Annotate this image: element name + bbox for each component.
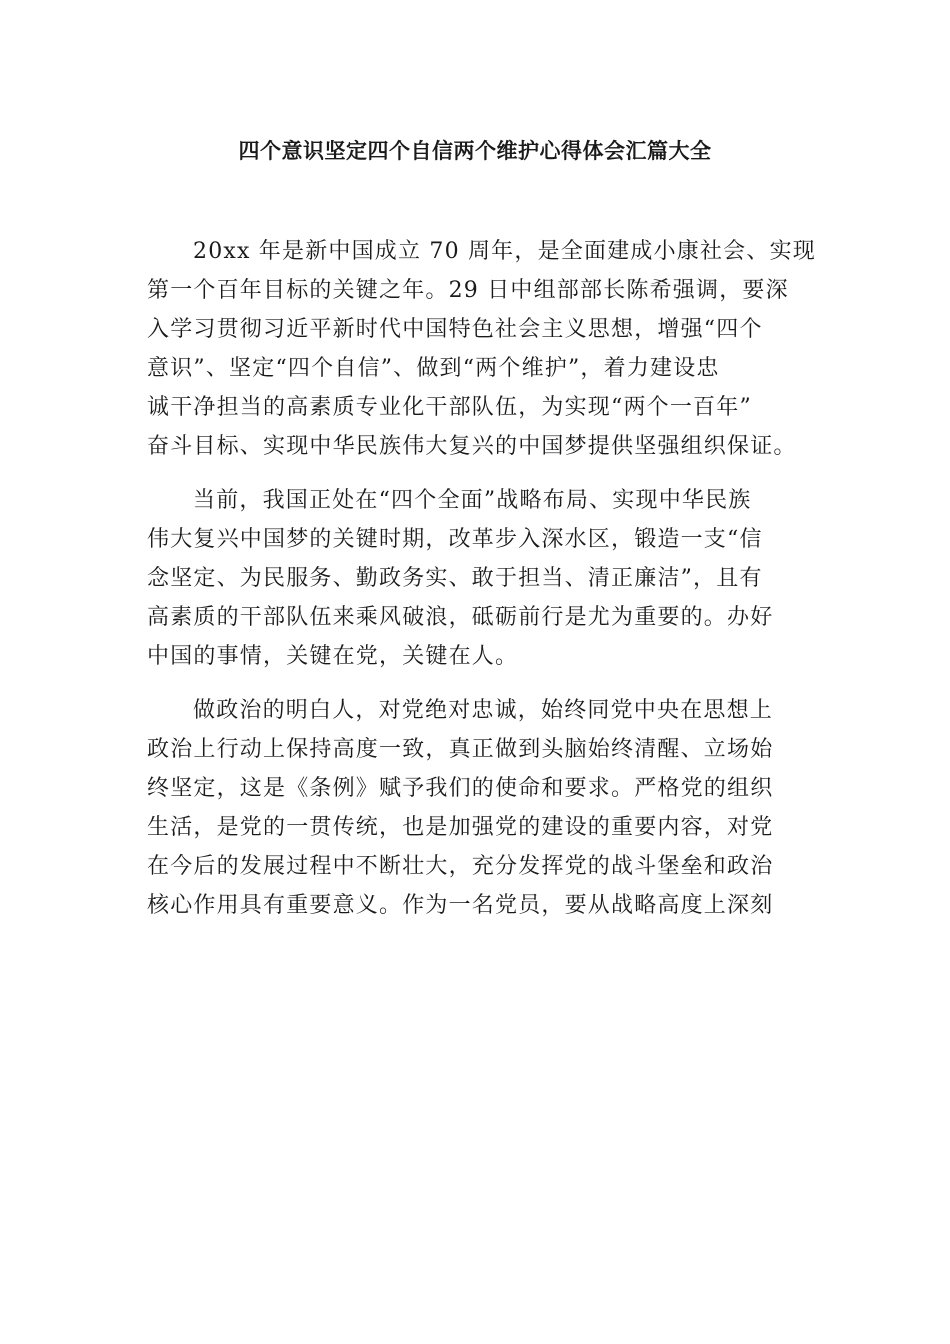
paragraph-line: 伟大复兴中国梦的关键时期，改革步入深水区，锻造一支“信 [147,527,763,552]
paragraph-line: 念坚定、为民服务、勤政务实、敢于担当、清正廉洁”，且有 [147,566,763,591]
paragraph-line: 奋斗目标、实现中华民族伟大复兴的中国梦提供坚强组织保证。 [147,434,797,459]
paragraph-line: 入学习贯彻习近平新时代中国特色社会主义思想，增强“四个 [147,317,763,342]
paragraph-line: 做政治的明白人，对党绝对忠诚，始终同党中央在思想上 [193,698,774,723]
paragraph-line: 意识”、坚定“四个自信”、做到“两个维护”，着力建设忠 [147,356,720,381]
paragraph-1 [147,232,816,466]
paragraph-line: 第一个百年目标的关键之年。29 日中组部部长陈希强调，要深 [147,278,789,303]
paragraph-line: 政治上行动上保持高度一致，真正做到头脑始终清醒、立场始 [147,737,774,762]
paragraph-line: 高素质的干部队伍来乘风破浪，砥砺前行是尤为重要的。办好 [147,605,774,630]
paragraph-line: 20xx 年是新中国成立 70 周年，是全面建成小康社会、实现 [193,239,816,264]
document-title: 四个意识坚定四个自信两个维护心得体会汇篇大全 [238,139,712,163]
paragraph-3 [147,691,797,925]
paragraph-line: 生活，是党的一贯传统，也是加强党的建设的重要内容，对党 [147,815,774,840]
paragraph-line: 核心作用具有重要意义。作为一名党员，要从战略高度上深刻 [147,893,774,918]
paragraph-line: 当前，我国正处在“四个全面”战略布局、实现中华民族 [193,488,752,513]
paragraph-2 [147,481,797,676]
paragraph-line: 中国的事情，关键在党，关键在人。 [147,644,519,669]
document-body [147,232,816,940]
paragraph-line: 终坚定，这是《条例》赋予我们的使命和要求。严格党的组织 [147,776,774,801]
paragraph-line: 诚干净担当的高素质专业化干部队伍，为实现“两个一百年” [147,395,752,420]
paragraph-line: 在今后的发展过程中不断壮大，充分发挥党的战斗堡垒和政治 [147,854,774,879]
